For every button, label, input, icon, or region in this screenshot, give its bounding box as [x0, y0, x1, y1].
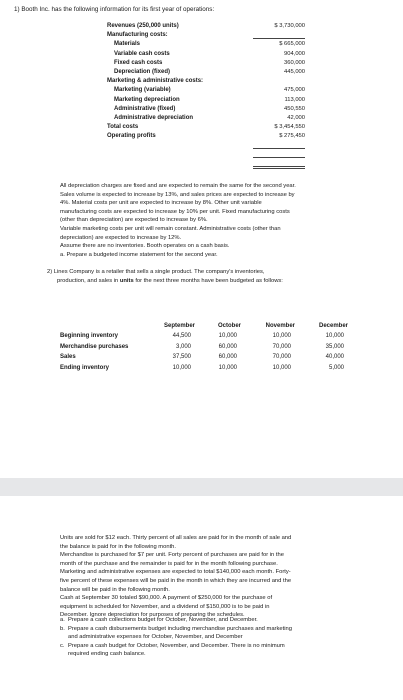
column-header: November — [265, 323, 295, 329]
question-1-task-a: a. Prepare a budgeted income statement for the second year. — [60, 252, 218, 258]
page-separator — [0, 478, 403, 496]
row-label: Merchandise purchases — [60, 343, 129, 350]
row-label: Materials — [114, 41, 141, 48]
question-2-heading — [47, 268, 283, 285]
paragraph-line: Marketing and administrative expenses are expected to total $140,000 each month. Forty- — [60, 569, 291, 576]
paragraph-line: manufacturing costs are expected to increase by 10% per unit. Fixed manufacturing costs — [60, 208, 290, 215]
paragraph-line: equipment is scheduled for November, and a dividend of $150,000 is to be paid in — [60, 603, 270, 610]
table-row — [0, 86, 403, 95]
table-cell: 44,500 — [172, 333, 191, 339]
row-label: Ending inventory — [60, 364, 110, 371]
paragraph-line: 4%. Material costs per unit are expected to increase by 8%. Other unit variable — [60, 200, 262, 207]
task-line — [60, 650, 292, 659]
row-value: 42,000 — [287, 115, 305, 121]
table-cell: 70,000 — [272, 343, 291, 350]
question-2-heading-line-1: 2) Lines Company is a retailer that sells a single product. The company's inventories, — [47, 269, 265, 275]
paragraph-line: December. Ignore depreciation for purposes of preparing the schedules. — [60, 612, 245, 619]
table-row — [0, 132, 403, 141]
table-cell: 40,000 — [325, 354, 344, 360]
row-value: $ 275,450 — [279, 133, 305, 140]
table-rule — [253, 38, 305, 39]
paragraph-line: balance will be paid in the following month. — [60, 586, 170, 593]
table-cell: 10,000 — [218, 333, 237, 339]
row-label: Revenues (250,000 units) — [107, 23, 179, 29]
task-marker: a. — [60, 617, 65, 623]
table-row — [0, 77, 403, 86]
column-header: October — [217, 323, 241, 329]
question-1-heading: 1) Booth Inc. has the following information for its first year of operations: — [14, 6, 215, 13]
paragraph-line: Cash at September 30 totaled $90,000. A payment of $250,000 for the purchase of — [60, 595, 273, 602]
table-cell: 35,000 — [325, 343, 344, 350]
document-page-2 — [0, 496, 403, 700]
task-line — [60, 642, 292, 651]
task-marker: b. — [60, 625, 65, 632]
row-label: Variable cash costs — [114, 50, 170, 57]
table-cell: 10,000 — [272, 333, 291, 339]
task-line — [60, 625, 292, 634]
table-cell: 70,000 — [272, 354, 291, 360]
paragraph-line: (other than depreciation) are expected to increase by 6%. — [60, 217, 208, 224]
task-text: Prepare a cash collections budget for October, November, and December. — [68, 617, 258, 623]
row-value: 475,000 — [284, 87, 305, 94]
paragraph-line: All depreciation charges are fixed and are expected to remain the same for the second year. — [60, 183, 296, 189]
row-label: Marketing depreciation — [114, 96, 180, 103]
question-2-tasks — [60, 616, 292, 659]
paragraph-line: Units are sold for $12 each. Thirty percent of all sales are paid for in the month of sale and — [60, 535, 292, 541]
paragraph-line: five percent of these expenses will be paid in the month in which they are incurred and the — [60, 577, 292, 584]
table-row — [0, 50, 403, 59]
table-cell: 60,000 — [218, 343, 237, 350]
row-label: Marketing & administrative costs: — [107, 78, 204, 85]
table-row — [0, 114, 403, 123]
table-row — [0, 68, 403, 77]
row-value: 904,000 — [284, 50, 305, 57]
row-value: 113,000 — [284, 96, 305, 103]
table-row — [0, 22, 403, 31]
row-label: Fixed cash costs — [114, 59, 163, 66]
column-header: September — [163, 323, 195, 329]
row-label: Depreciation (fixed) — [114, 69, 171, 75]
paragraph-line: Assume there are no inventories. Booth operates on a cash basis. — [60, 243, 230, 250]
row-value: 360,000 — [284, 59, 305, 66]
task-line — [60, 633, 292, 642]
paragraph-line: Variable marketing costs per unit will remain constant. Administrative costs (other than — [60, 225, 281, 232]
table-rule — [253, 168, 305, 169]
task-text: required ending cash balance. — [68, 651, 146, 658]
table-cell: 3,000 — [175, 343, 191, 350]
task-text: and administrative expenses for October, November, and December — [68, 634, 243, 641]
table-rule — [253, 157, 305, 158]
table-row — [0, 31, 403, 40]
table-cell: 10,000 — [218, 364, 237, 371]
row-value: $ 3,730,000 — [274, 23, 305, 29]
row-value: 445,000 — [284, 69, 305, 75]
task-marker: c. — [60, 642, 65, 649]
task-text: Prepare a cash disbursements budget including merchandise purchases and marketing — [68, 625, 292, 632]
task-text: Prepare a cash budget for October, November, and December. There is no minimum — [68, 642, 285, 649]
row-label: Operating profits — [107, 133, 156, 140]
inventory-budget-table — [0, 322, 403, 382]
row-label: Administrative (fixed) — [114, 105, 176, 112]
row-value: $ 665,000 — [279, 41, 305, 48]
row-value: 450,550 — [284, 105, 305, 112]
question-1-assumptions — [60, 182, 296, 251]
question-2-heading-line-2: production, and sales in units for the next three months have been budgeted as follows: — [57, 277, 283, 284]
row-label: Sales — [60, 354, 76, 360]
question-2-details — [60, 534, 291, 620]
row-value: $ 3,454,550 — [274, 124, 305, 131]
table-rule — [253, 148, 305, 149]
row-label: Marketing (variable) — [114, 87, 171, 94]
table-cell: 10,000 — [272, 364, 291, 371]
row-label: Administrative depreciation — [114, 115, 194, 121]
table-row — [0, 40, 403, 49]
table-row — [0, 96, 403, 105]
table-cell: 60,000 — [218, 354, 237, 360]
paragraph-line: month of the purchase and the remainder is paid for in the month following purchase. — [60, 560, 278, 567]
task-line — [60, 616, 292, 625]
table-row — [0, 123, 403, 132]
table-row — [0, 105, 403, 114]
paragraph-line: the balance is paid for in the following month. — [60, 543, 177, 550]
table-row — [0, 59, 403, 68]
paragraph-line: depreciation) are expected to increase by 12%. — [60, 234, 182, 241]
table-cell: 10,000 — [172, 364, 191, 371]
paragraph-line: Merchandise is purchased for $7 per unit. Forty percent of purchases are paid for in the — [60, 552, 284, 559]
row-label: Manufacturing costs: — [107, 32, 168, 39]
column-header: December — [318, 323, 348, 329]
row-label: Total costs — [107, 124, 139, 131]
table-cell: 10,000 — [325, 333, 344, 339]
row-label: Beginning inventory — [60, 333, 119, 339]
paragraph-line: Sales volume is expected to increase by 13%, and sales prices are expected to increase by — [60, 191, 295, 198]
table-cell: 5,000 — [328, 364, 344, 371]
table-cell: 37,500 — [172, 354, 191, 360]
